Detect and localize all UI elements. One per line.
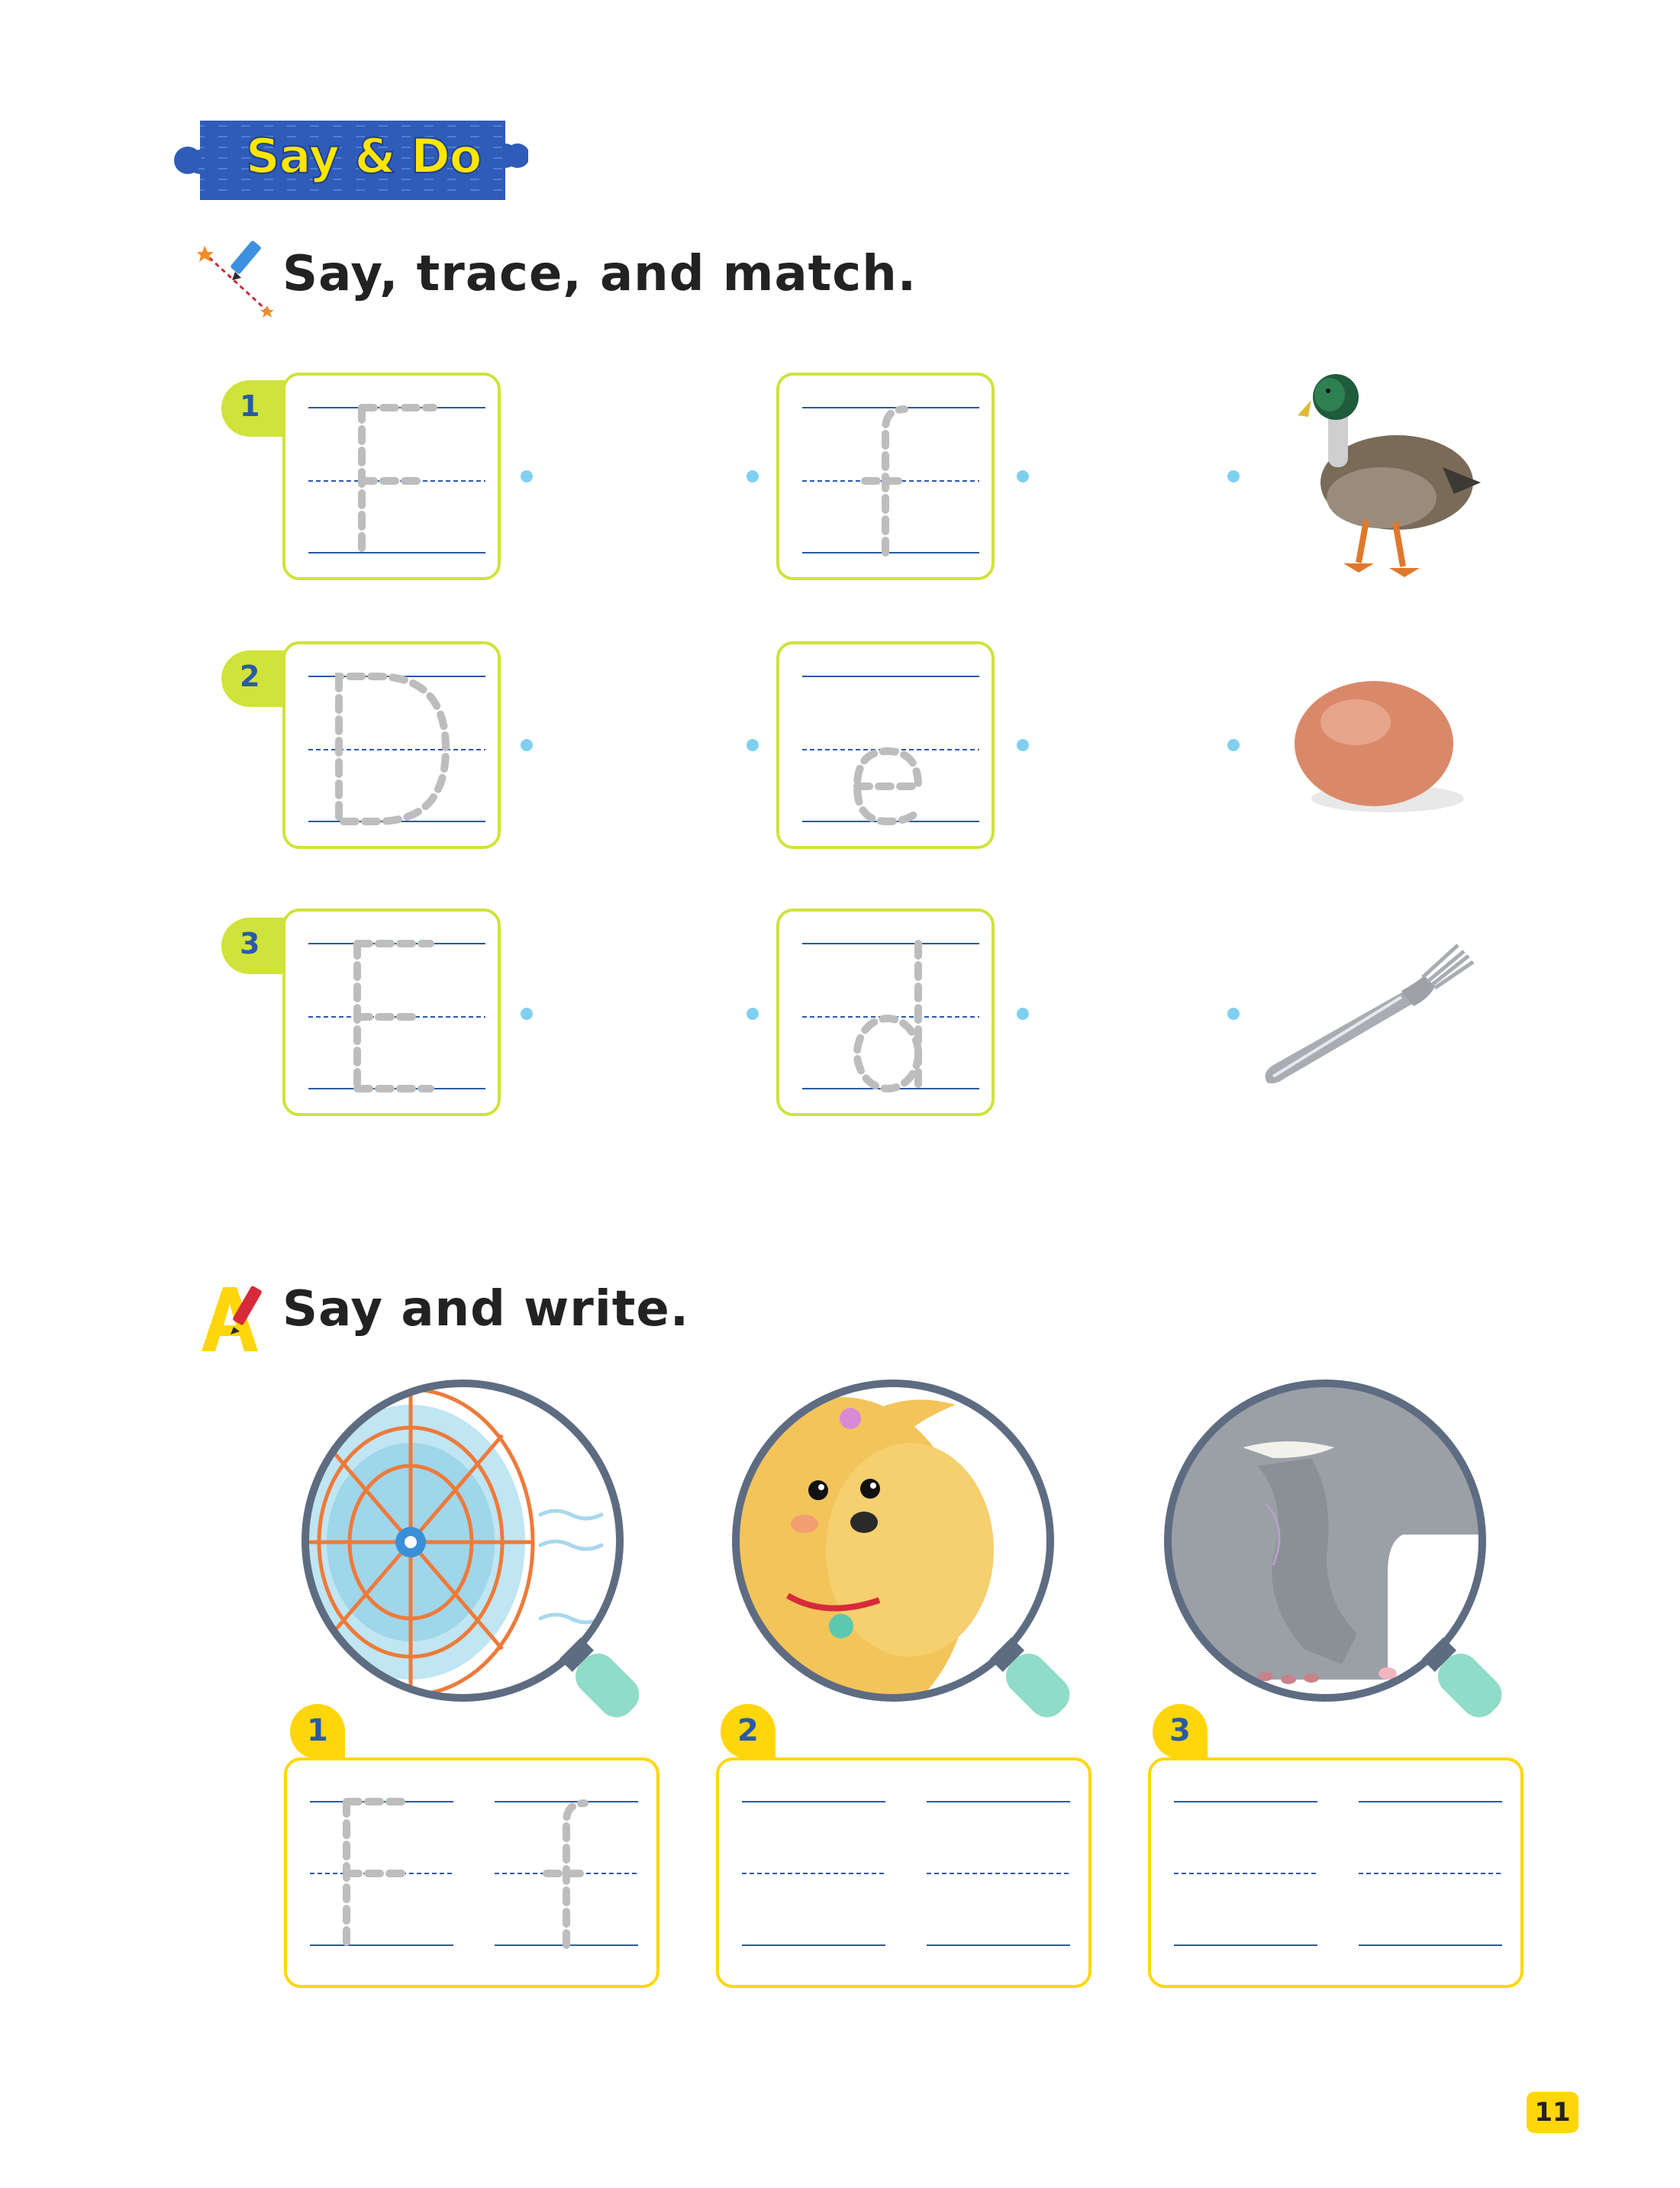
- row-1-mid-right-match-dot[interactable]: [1017, 470, 1029, 482]
- row-3-mid-right-match-dot[interactable]: [1017, 1008, 1029, 1020]
- item-1-number: 1: [307, 1713, 328, 1748]
- row-2-picture-match-dot[interactable]: [1227, 739, 1240, 751]
- item-1-trace-F: [347, 1802, 409, 1945]
- row-2-number: 2: [240, 660, 260, 693]
- row-2-left-match-dot[interactable]: [521, 739, 533, 751]
- row-1-left-match-dot[interactable]: [521, 470, 533, 482]
- item-2-write-box[interactable]: [716, 1757, 1092, 1988]
- row-1-picture-match-dot[interactable]: [1227, 470, 1240, 482]
- fan-magnifier: [296, 1374, 663, 1741]
- row-1-number: 1: [240, 389, 260, 423]
- row-3-number: 3: [240, 927, 260, 960]
- row-3-mid-left-match-dot[interactable]: [746, 1008, 759, 1020]
- row-3-left-trace-box[interactable]: [282, 908, 501, 1116]
- trace-letter-F: [362, 408, 434, 553]
- row-3-right-trace-box[interactable]: [776, 908, 995, 1116]
- letter-a-pencil-icon: [197, 1281, 273, 1357]
- row-2-mid-right-match-dot[interactable]: [1017, 739, 1029, 751]
- row-2-left-trace-box[interactable]: [282, 641, 501, 849]
- duck-picture: [1298, 360, 1481, 589]
- elephant-magnifier: [1159, 1374, 1525, 1741]
- row-3-left-match-dot[interactable]: [521, 1008, 533, 1020]
- row-3-picture-match-dot[interactable]: [1227, 1008, 1240, 1020]
- page-number: 11: [1527, 2092, 1578, 2133]
- row-1-right-trace-box[interactable]: [776, 373, 995, 580]
- row-1-mid-left-match-dot[interactable]: [746, 470, 759, 482]
- item-3-number: 3: [1169, 1713, 1191, 1748]
- row-1-left-trace-box[interactable]: [282, 373, 501, 580]
- egg-picture: [1290, 676, 1473, 821]
- fork-picture: [1252, 930, 1496, 1098]
- item-2-number: 2: [737, 1713, 759, 1748]
- item-1-write-box[interactable]: [284, 1757, 659, 1988]
- item-3-write-box[interactable]: [1148, 1757, 1524, 1988]
- exercise2-instruction: Say and write.: [282, 1281, 690, 1338]
- row-2-right-trace-box[interactable]: [776, 641, 995, 849]
- section-banner-label: Say & Do: [246, 128, 482, 184]
- dog-magnifier: [727, 1374, 1093, 1741]
- trace-letter-e: [857, 751, 918, 821]
- exercise1-instruction: Say, trace, and match.: [282, 246, 917, 302]
- item-1-trace-f: [547, 1803, 586, 1945]
- trace-letter-f: [865, 409, 906, 553]
- trace-pencil-icon: [197, 238, 281, 322]
- row-2-mid-left-match-dot[interactable]: [746, 739, 759, 751]
